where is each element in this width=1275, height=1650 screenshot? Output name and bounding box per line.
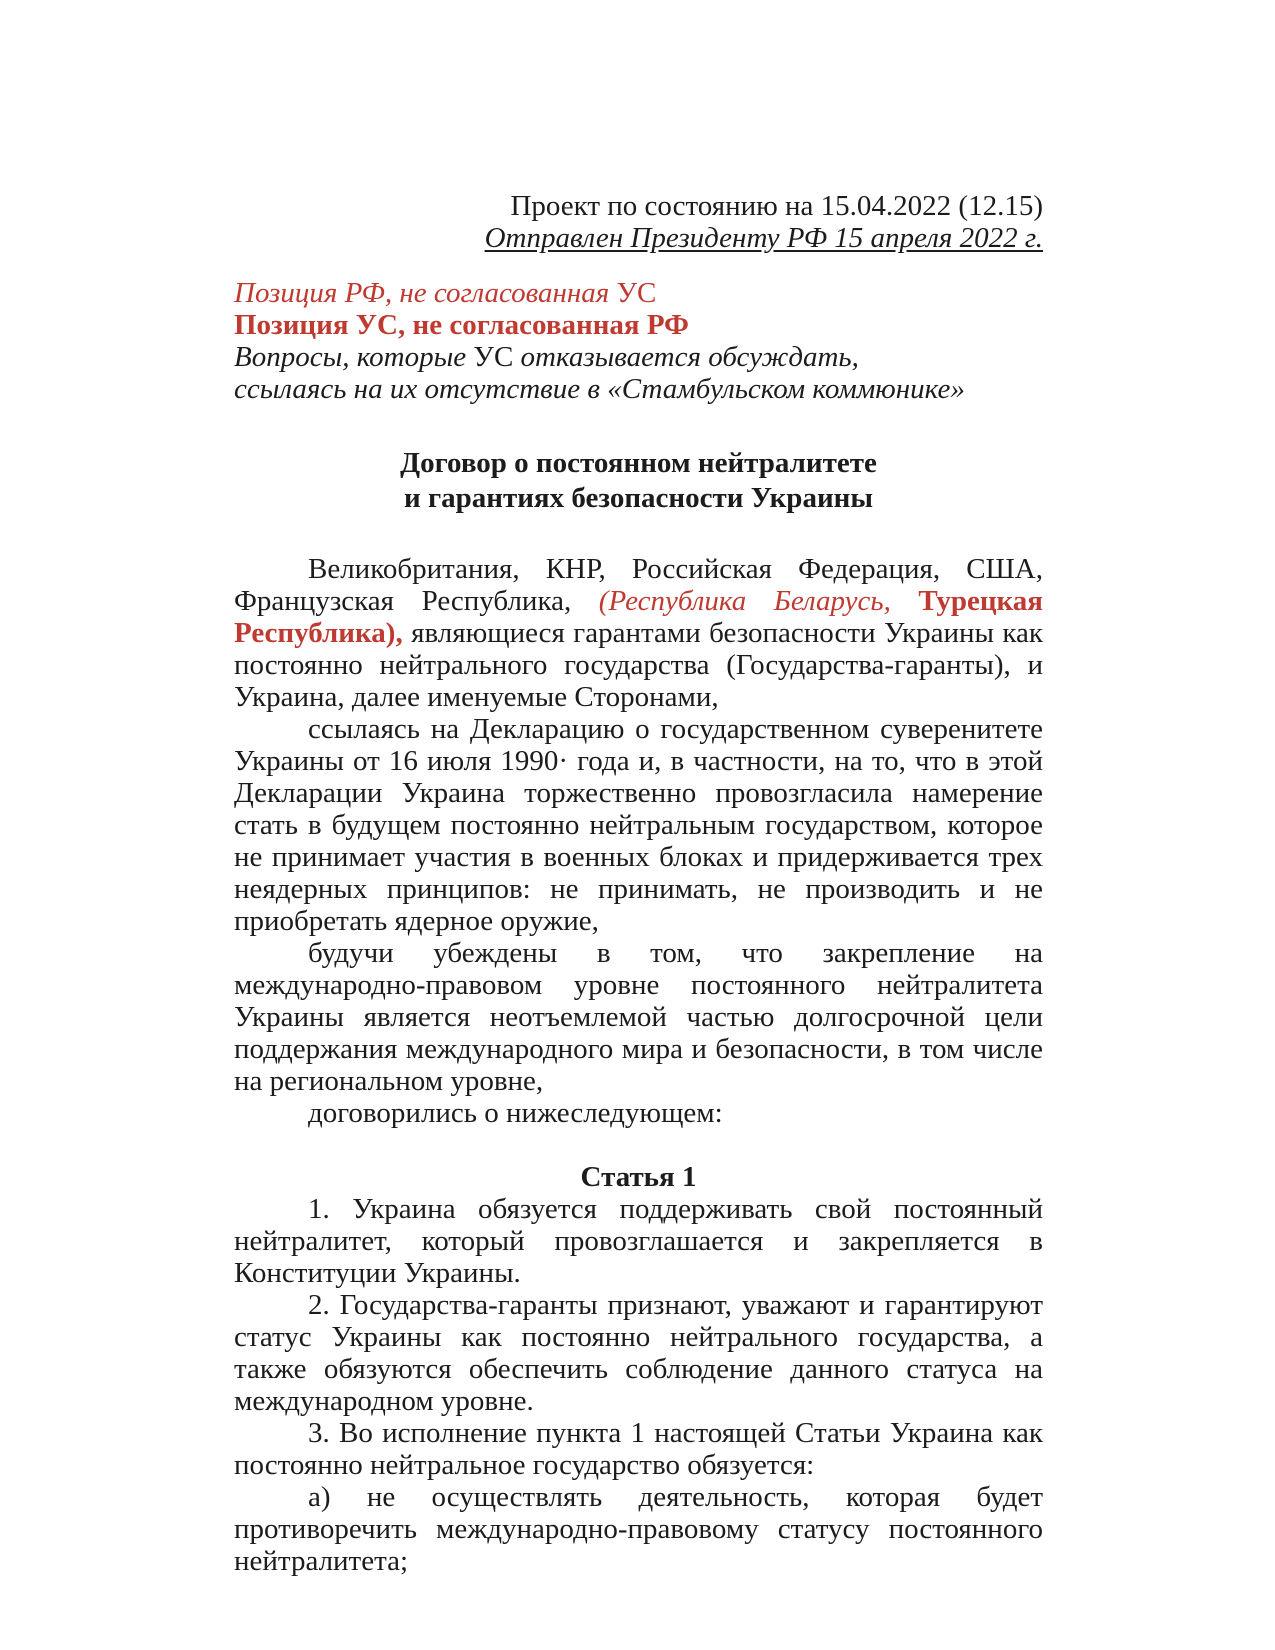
preamble-turkey-insert: Турецкая Республика), [234, 585, 1043, 649]
document-header [234, 190, 1043, 254]
preamble-parties-rest: являющиеся гарантами безопасности Украины как постоянно нейтрального государства (Государства-гаранты), и Украина, далее именуемые Сторонами, [234, 617, 1043, 713]
preamble-parties-paragraph [234, 553, 1043, 713]
legend-refused-questions-line1 [234, 341, 1043, 373]
draft-status-line: Проект по состоянию на 15.04.2022 (12.15) [510, 190, 1043, 222]
document-title [234, 446, 1043, 516]
legend-questions-prefix: Вопросы, которые [234, 341, 474, 373]
article-1-clause-1: 1. Украина обязуется поддерживать свой постоянный нейтралитет, который провозглашается и закрепляется в Конституции Украины. [234, 1193, 1043, 1289]
article-1-clause-3a: а) не осуществлять деятельность, которая будет противоречить международно-правовому статусу постоянного нейтралитета; [234, 1481, 1043, 1577]
legend-questions-abbr: УС [473, 341, 514, 373]
article-1-clause-3: 3. Во исполнение пункта 1 настоящей Статьи Украина как постоянно нейтральное государство обязуется: [234, 1417, 1043, 1481]
preamble-declaration-paragraph: ссылаясь на Декларацию о государственном суверенитете Украины от 16 июля 1990· года и, в частности, на то, что в этой Декларации Украина торжественно провозгласила намерение стать в будущем постоянно нейтральным государством, которое не принимает участия в военных блоках и придерживается трех неядерных принципов: не принимать, не производить и не приобретать ядерное оружие, [234, 713, 1043, 937]
document-title-line1: Договор о постоянном нейтралитете [400, 447, 877, 479]
color-legend [234, 277, 1043, 405]
legend-rf-position-text: Позиция РФ, не согласованная [234, 277, 617, 309]
document-body [234, 553, 1043, 1577]
article-1-clause-2: 2. Государства-гаранты признают, уважают и гарантируют статус Украины как постоянно нейтрального государства, а также обязуются обеспечить соблюдение данного статуса на международном уровне. [234, 1289, 1043, 1417]
preamble-conviction-paragraph: будучи убеждены в том, что закрепление на международно-правовом уровне постоянного нейтралитета Украины является неотъемлемой частью долгосрочной цели поддержания международного мира и безопасности, в том числе на региональном уровне, [234, 937, 1043, 1097]
document-title-line2: и гарантиях безопасности Украины [404, 482, 873, 514]
preamble-agreement-line: договорились о нижеследующем: [308, 1097, 723, 1129]
article-1-heading: Статья 1 [580, 1161, 697, 1193]
legend-rf-position-abbr: УС [616, 277, 657, 309]
legend-refused-questions-line2: ссылаясь на их отсутствие в «Стамбульском коммюнике» [234, 373, 965, 405]
legend-us-position: Позиция УС, не согласованная РФ [234, 309, 689, 341]
preamble-parties-main: Великобритания, КНР, Российская Федерация, США, Французская Республика, [234, 553, 1043, 617]
sent-to-president-line: Отправлен Президенту РФ 15 апреля 2022 г. [484, 222, 1043, 254]
preamble-belarus-insert: (Республика Беларусь, [598, 585, 919, 617]
legend-questions-suffix: отказывается обсуждать, [513, 341, 859, 373]
legend-rf-position [234, 277, 1043, 309]
